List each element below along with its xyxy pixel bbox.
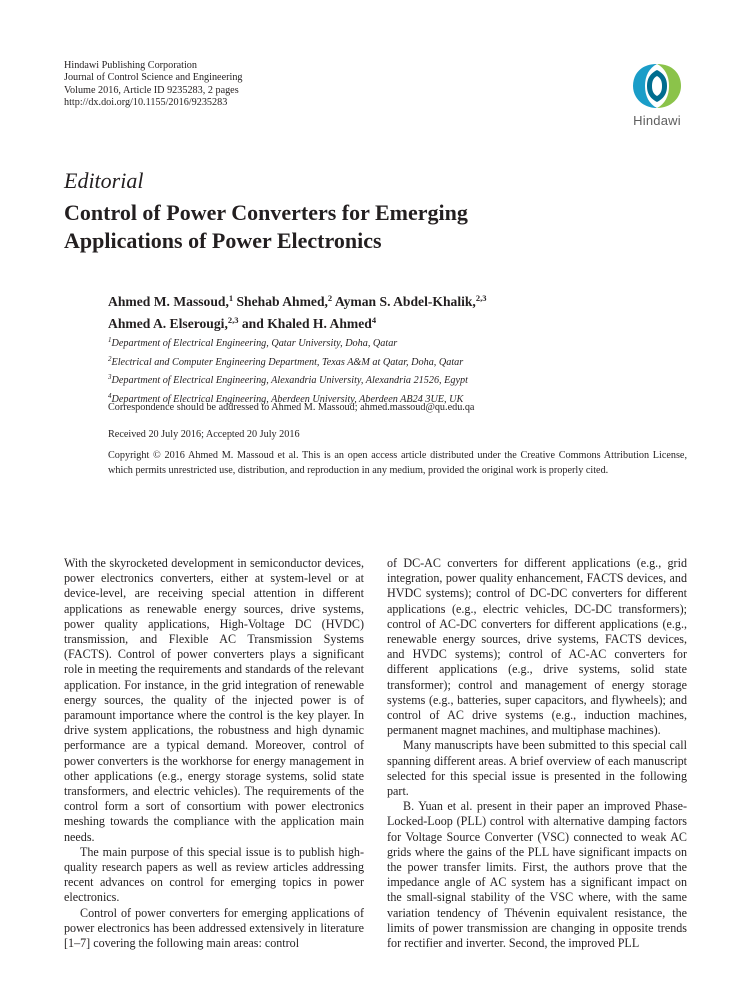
- title-line-2: Applications of Power Electronics: [64, 228, 382, 253]
- correspondence-note: Correspondence should be addressed to Ahmed M. Massoud; ahmed.massoud@qu.edu.qa: [108, 402, 475, 413]
- affiliation-number: 4: [108, 391, 112, 400]
- author-name: Ahmed M. Massoud,: [108, 294, 229, 309]
- affiliation-text: Electrical and Computer Engineering Department, Texas A&M at Qatar, Doha, Qatar: [111, 356, 464, 368]
- author-name: Khaled H. Ahmed: [267, 316, 372, 331]
- body-paragraph: B. Yuan et al. present in their paper an improved Phase-Locked-Loop (PLL) control with alternative damping factors for Voltage Source Converter (VSC) connected to weak AC grids where the gains of the PLL have significant impacts on the power transfer limits. First, the authors prove that the impedance angle of AC system has a significant impact on the small-signal stability of the VSC where, with the same variation tendency of Thévenin equivalent resistance, the limits of power transmission are changing in opposite trends for rectifier and inverter. Second, the improved PLL: [387, 799, 687, 951]
- affiliation-number: 2: [108, 354, 112, 363]
- affiliation-list: [108, 333, 468, 407]
- affiliation-text: Department of Electrical Engineering, Qatar University, Doha, Qatar: [111, 338, 398, 349]
- copyright-notice: Copyright © 2016 Ahmed M. Massoud et al. This is an open access article distributed under the Creative Commons Attribution License, which permits unrestricted use, distribution, and reproduction in any medium, provided the original work is properly cited.: [108, 450, 687, 476]
- journal-name: Journal of Control Science and Engineering: [64, 72, 243, 84]
- hindawi-logo-text: Hindawi: [633, 113, 681, 128]
- affiliation-number: 1: [108, 336, 112, 344]
- affiliation: [108, 333, 468, 352]
- author-affil-sup: 2,3: [475, 293, 487, 303]
- body-paragraph: With the skyrocketed development in semiconductor devices, power electronics converters, either at system-level or at device-level, are receiving special attention in different applications as renewable energy sources, drive systems, power quality applications, High-Voltage DC (HVDC) transmission, and Flexible AC Transmission Systems (FACTS). Control of power converters plays a significant role in meeting the requirements and standards of the relevant application. For instance, in the grid integration of renewable energy sources, the quality of the injected power is of paramount importance where the control is the key player. In drive system applications, the robustness and high dynamic performance are a typical demand. Moreover, control of power converters is the workhorse for energy management in other applications (e.g., energy storage systems, solid state transformers, and electric vehicles). The requirements of the control form a sort of consortium with power electronics meshing towards the compliance with the application main needs.: [64, 556, 364, 844]
- author-affil-sup: 4: [371, 315, 377, 325]
- article-type: Editorial: [64, 168, 144, 193]
- body-paragraph: The main purpose of this special issue is to publish high-quality research papers as well as review articles addressing recent advances on control for emerging topics in power electronics.: [64, 844, 364, 905]
- body-paragraph: of DC-AC converters for different applications (e.g., grid integration, power quality enhancement, FACTS devices, and HVDC systems); control of DC-DC converters for different applications (e.g., electric vehicles, DC-DC transformers); control of AC-DC converters for different applications (e.g., renewable energy sources, drive systems, FACTS devices, and HVDC systems); control of AC-AC converters for different applications (e.g., drive systems, solid state transformer); control and management of energy storage systems (e.g., batteries, super capacitors, and flywheels); and control of AC drive systems (e.g., induction machines, permanent magnet machines, and multiphase machines).: [387, 556, 687, 738]
- body-paragraph: Control of power converters for emerging applications of power electronics has been addressed extensively in literature [1–7] covering the following main areas: control: [64, 905, 364, 951]
- hindawi-logo: [624, 60, 690, 132]
- title-line-1: Control of Power Converters for Emerging: [64, 200, 468, 225]
- author-name: Ahmed A. Elserougi,: [108, 316, 228, 331]
- author-affil-sup: 2: [327, 293, 333, 303]
- doi-link[interactable]: http://dx.doi.org/10.1155/2016/9235283: [64, 97, 228, 109]
- author-affil-sup: 2,3: [227, 315, 239, 325]
- body-column-right: [387, 556, 687, 951]
- publisher-name: Hindawi Publishing Corporation: [64, 60, 197, 71]
- affiliation-text: Department of Electrical Engineering, Alexandria University, Alexandria 21526, Egypt: [111, 375, 468, 387]
- body-paragraph: Many manuscripts have been submitted to this special call spanning different areas. A brief overview of each manuscript selected for this special issue is presented in the following part.: [387, 738, 687, 799]
- author-conjunction: and: [241, 316, 264, 331]
- article-title: [64, 199, 624, 255]
- affiliation-number: 3: [108, 373, 112, 382]
- affiliation-text: Department of Electrical Engineering, Aberdeen University, Aberdeen AB24 3UE, UK: [111, 393, 464, 405]
- author-line-1: [108, 289, 668, 311]
- hindawi-logo-icon: [629, 60, 685, 112]
- affiliation: [108, 370, 468, 389]
- author-list: [108, 289, 668, 333]
- body-column-left: [64, 556, 364, 951]
- author-name: Shehab Ahmed,: [236, 294, 328, 309]
- author-affil-sup: 1: [228, 293, 234, 303]
- journal-masthead: [64, 60, 243, 110]
- received-accepted-dates: Received 20 July 2016; Accepted 20 July 2016: [108, 429, 300, 440]
- volume-info: Volume 2016, Article ID 9235283, 2 pages: [64, 84, 239, 96]
- author-name: Ayman S. Abdel-Khalik,: [334, 294, 476, 309]
- author-line-2: [108, 311, 668, 333]
- affiliation: [108, 352, 468, 371]
